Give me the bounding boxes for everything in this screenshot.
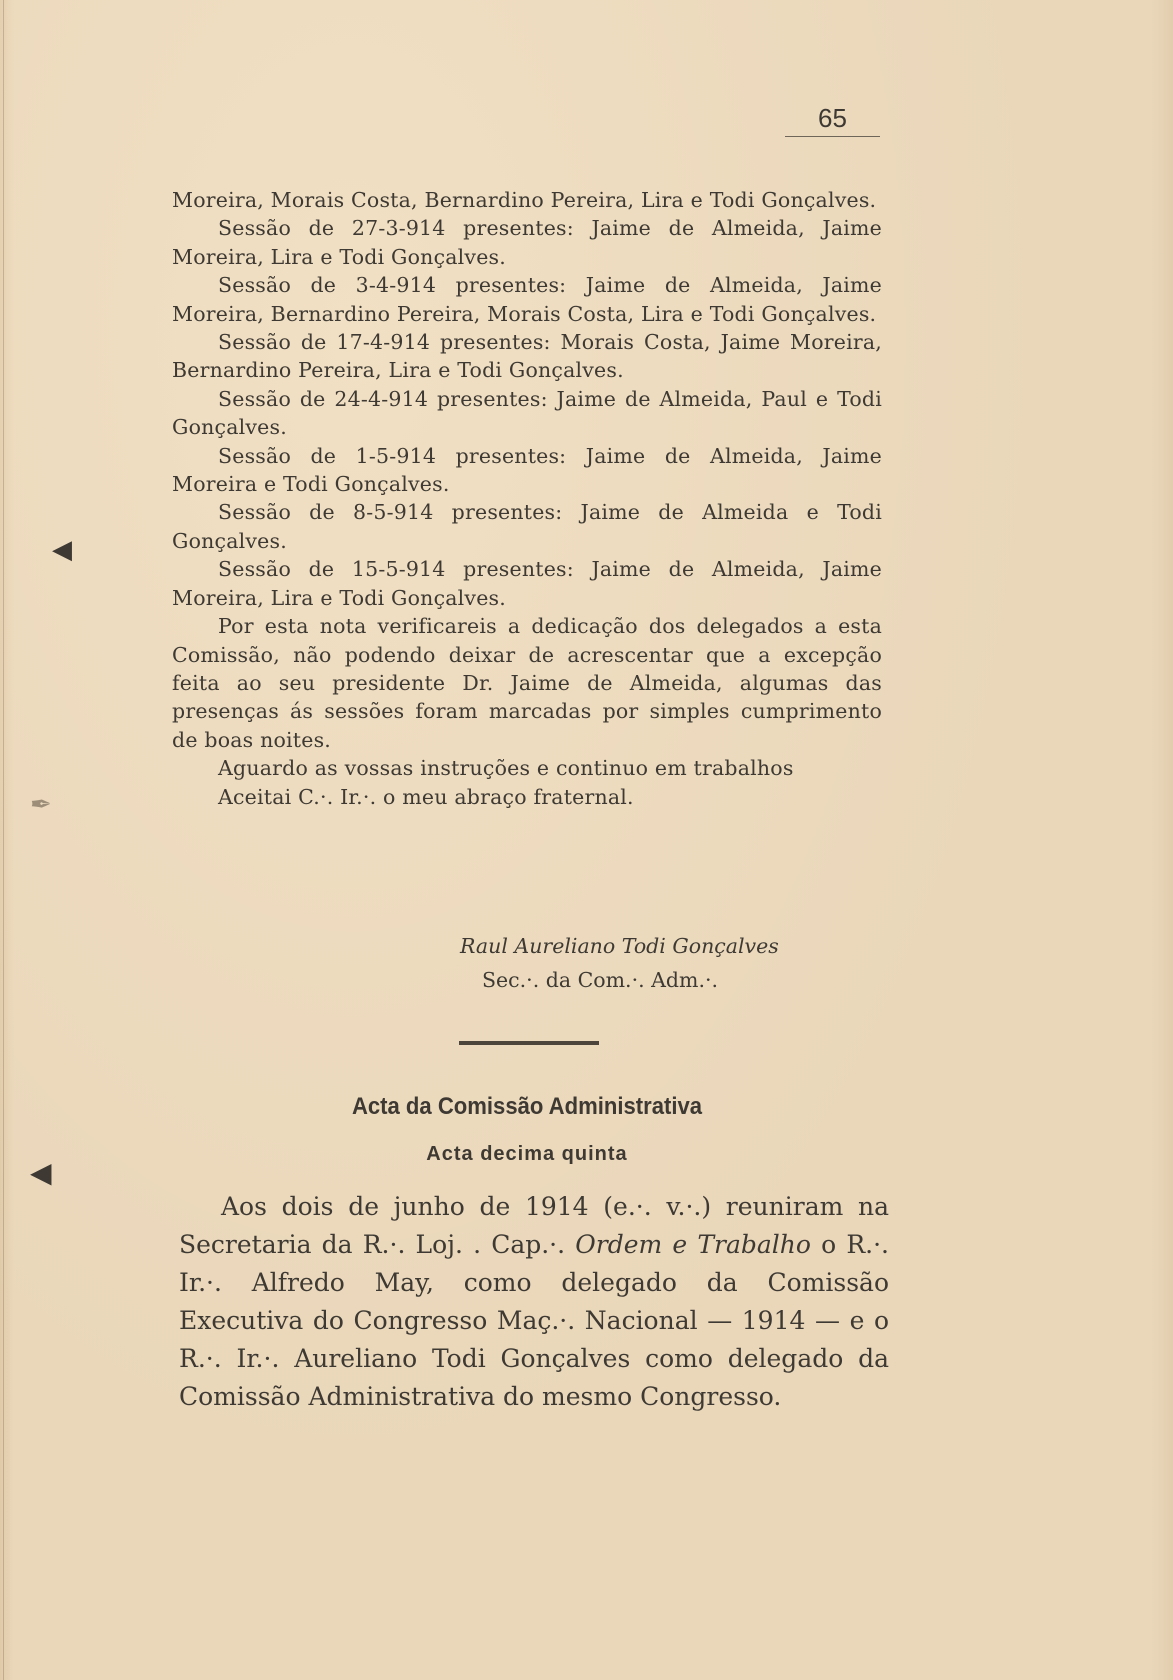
section-title: Acta da Comissão Administrativa xyxy=(351,1093,703,1120)
section-subtitle: Acta decima quinta xyxy=(426,1143,628,1165)
page-edge-shadow xyxy=(3,0,4,1680)
signatory-role: Sec.·. da Com.·. Adm.·. xyxy=(482,968,719,992)
paragraph: Sessão de 27-3-914 presentes: Jaime de Almeida, Jaime Moreira, Lira e Todi Gonçalves. xyxy=(172,216,882,269)
signature-block xyxy=(460,929,880,997)
paragraph: Sessão de 24-4-914 presentes: Jaime de Almeida, Paul e Todi Gonçalves. xyxy=(172,386,882,440)
paragraph: Aguardo as vossas instruções e continuo em trabalhos xyxy=(218,756,794,781)
paragraph: Sessão de 15-5-914 presentes: Jaime de Almeida, Jaime Moreira, Lira e Todi Gonçalves. xyxy=(172,557,882,610)
minutes-body xyxy=(179,1188,889,1416)
paragraph: Sessão de 8-5-914 presentes: Jaime de Almeida e Todi Gonçalves. xyxy=(172,500,882,553)
paragraph: Moreira, Morais Costa, Bernardino Pereira, Lira e Todi Gonçalves. xyxy=(172,188,877,212)
body-text: o R.·. Ir.·. Alfredo May, como delegado da Comissão Executiva do Congresso Maç.·. Nacional — 1914 — e o R.·. Ir.·. Aureliano Todi Gonçalves como delegado da Comissão Administrativa do mesmo Congresso. xyxy=(179,1230,889,1411)
lodge-name: Ordem e Trabalho xyxy=(575,1230,811,1259)
paragraph: Aceitai C.·. Ir.·. o meu abraço fraternal. xyxy=(218,784,634,809)
attendance-record xyxy=(172,186,882,811)
signatory-name: Raul Aureliano Todi Gonçalves xyxy=(460,934,779,958)
paragraph: Sessão de 1-5-914 presentes: Jaime de Almeida, Jaime Moreira e Todi Gonçalves. xyxy=(172,443,882,497)
margin-pen-mark: ✒ xyxy=(30,790,52,820)
section-divider xyxy=(459,1041,599,1045)
paragraph: Por esta nota verificareis a dedicação dos delegados a esta Comissão, não podendo deixar de acrescentar que a excepção feita ao seu presidente Dr. Jaime de Almeida, algumas das presenças ás sessões foram marcadas por simples cumprimento de boas noites. xyxy=(172,614,882,752)
paragraph: Sessão de 3-4-914 presentes: Jaime de Almeida, Jaime Moreira, Bernardino Pereira, Morais Costa, Lira e Todi Gonçalves. xyxy=(172,273,882,326)
paragraph: Sessão de 17-4-914 presentes: Morais Costa, Jaime Moreira, Bernardino Pereira, Lira e Todi Gonçalves. xyxy=(172,330,882,383)
margin-pointer-mark: ◀ xyxy=(30,1156,52,1189)
margin-pointer-mark: ◀ xyxy=(52,535,72,565)
body-text: Aos dois de junho de 1914 (e.·. v.·.) reuniram na Secretaria da R.·. Loj. . Cap.·. xyxy=(179,1192,889,1259)
page-number: 65 xyxy=(785,100,880,137)
